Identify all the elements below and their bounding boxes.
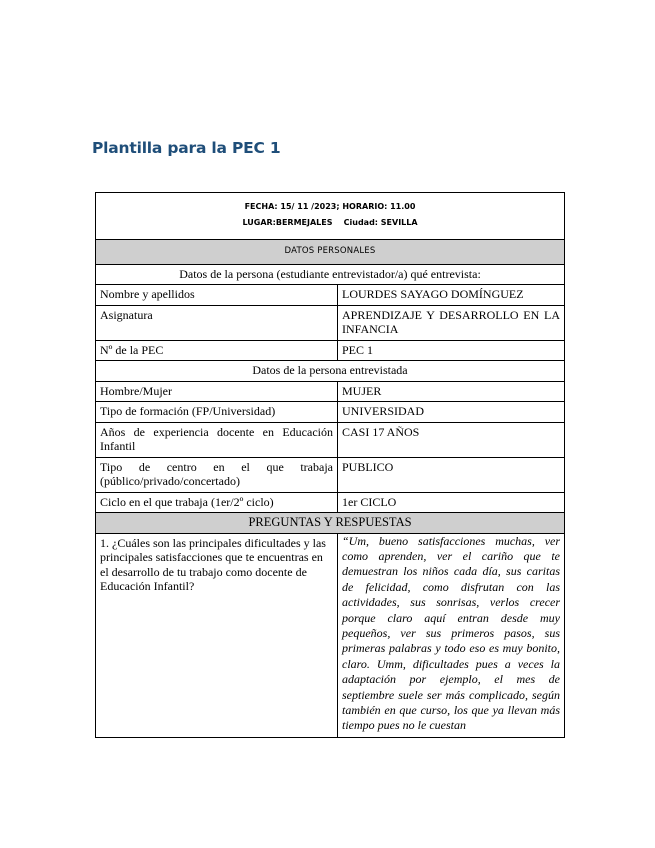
date-time-line: FECHA: 15/ 11 /2023; HORARIO: 11.00	[244, 202, 416, 211]
row-label: Nº de la PEC	[96, 340, 338, 361]
row-value: 1er CICLO	[338, 492, 565, 513]
row-value: PUBLICO	[338, 457, 565, 492]
section-row-personal-data	[96, 240, 565, 265]
table-row	[96, 457, 565, 492]
row-value: LOURDES SAYAGO DOMÍNGUEZ	[338, 285, 565, 306]
section-questions-answers: PREGUNTAS Y RESPUESTAS	[96, 513, 565, 534]
table-row	[96, 402, 565, 423]
row-label: Hombre/Mujer	[96, 381, 338, 402]
document-title: Plantilla para la PEC 1	[92, 139, 281, 157]
row-value: APRENDIZAJE Y DESARROLLO EN LA INFANCIA	[338, 305, 565, 340]
table-row	[96, 285, 565, 306]
interviewer-caption: Datos de la persona (estudiante entrevistador/a) qué entrevista:	[96, 264, 565, 285]
interview-form-table	[95, 192, 565, 738]
question-text: 1. ¿Cuáles son las principales dificultades y las principales satisfacciones que te encuentras en el desarrollo de tu trabajo como docente de Educación Infantil?	[96, 533, 338, 737]
row-label: Nombre y apellidos	[96, 285, 338, 306]
row-value: UNIVERSIDAD	[338, 402, 565, 423]
qa-row	[96, 533, 565, 737]
row-label: Tipo de formación (FP/Universidad)	[96, 402, 338, 423]
place-city-line: LUGAR:BERMEJALES Ciudad: SEVILLA	[242, 218, 418, 227]
header-cell	[96, 193, 565, 240]
header-row	[96, 193, 565, 240]
table-row	[96, 381, 565, 402]
table-row	[96, 492, 565, 513]
table-row	[96, 422, 565, 457]
caption-row-interviewee	[96, 361, 565, 382]
row-value: CASI 17 AÑOS	[338, 422, 565, 457]
answer-text: “Um, bueno satisfacciones muchas, ver como aprenden, ver el cariño que te demuestran los niños cada día, sus caritas de felicidad, como disfrutan con las actividades, sus sonrisas, verlos crecer porque claro aquí entran desde muy pequeños, ver sus primeros pasos, sus primeras palabras y todo eso es muy bonito, claro. Umm, dificultades pues a veces la adaptación por ejemplo, el mes de septiembre suele ser más complicado, según también en que curso, los que ya llevan más tiempo pues no le cuestan	[338, 533, 565, 737]
interviewee-caption: Datos de la persona entrevistada	[96, 361, 565, 382]
section-personal-data: DATOS PERSONALES	[96, 240, 565, 265]
row-value: PEC 1	[338, 340, 565, 361]
row-label: Tipo de centro en el que trabaja (público/privado/concertado)	[96, 457, 338, 492]
row-value: MUJER	[338, 381, 565, 402]
table-row	[96, 340, 565, 361]
section-row-qa	[96, 513, 565, 534]
table-row	[96, 305, 565, 340]
row-label: Años de experiencia docente en Educación Infantil	[96, 422, 338, 457]
row-label: Asignatura	[96, 305, 338, 340]
row-label: Ciclo en el que trabaja (1er/2º ciclo)	[96, 492, 338, 513]
caption-row-interviewer	[96, 264, 565, 285]
